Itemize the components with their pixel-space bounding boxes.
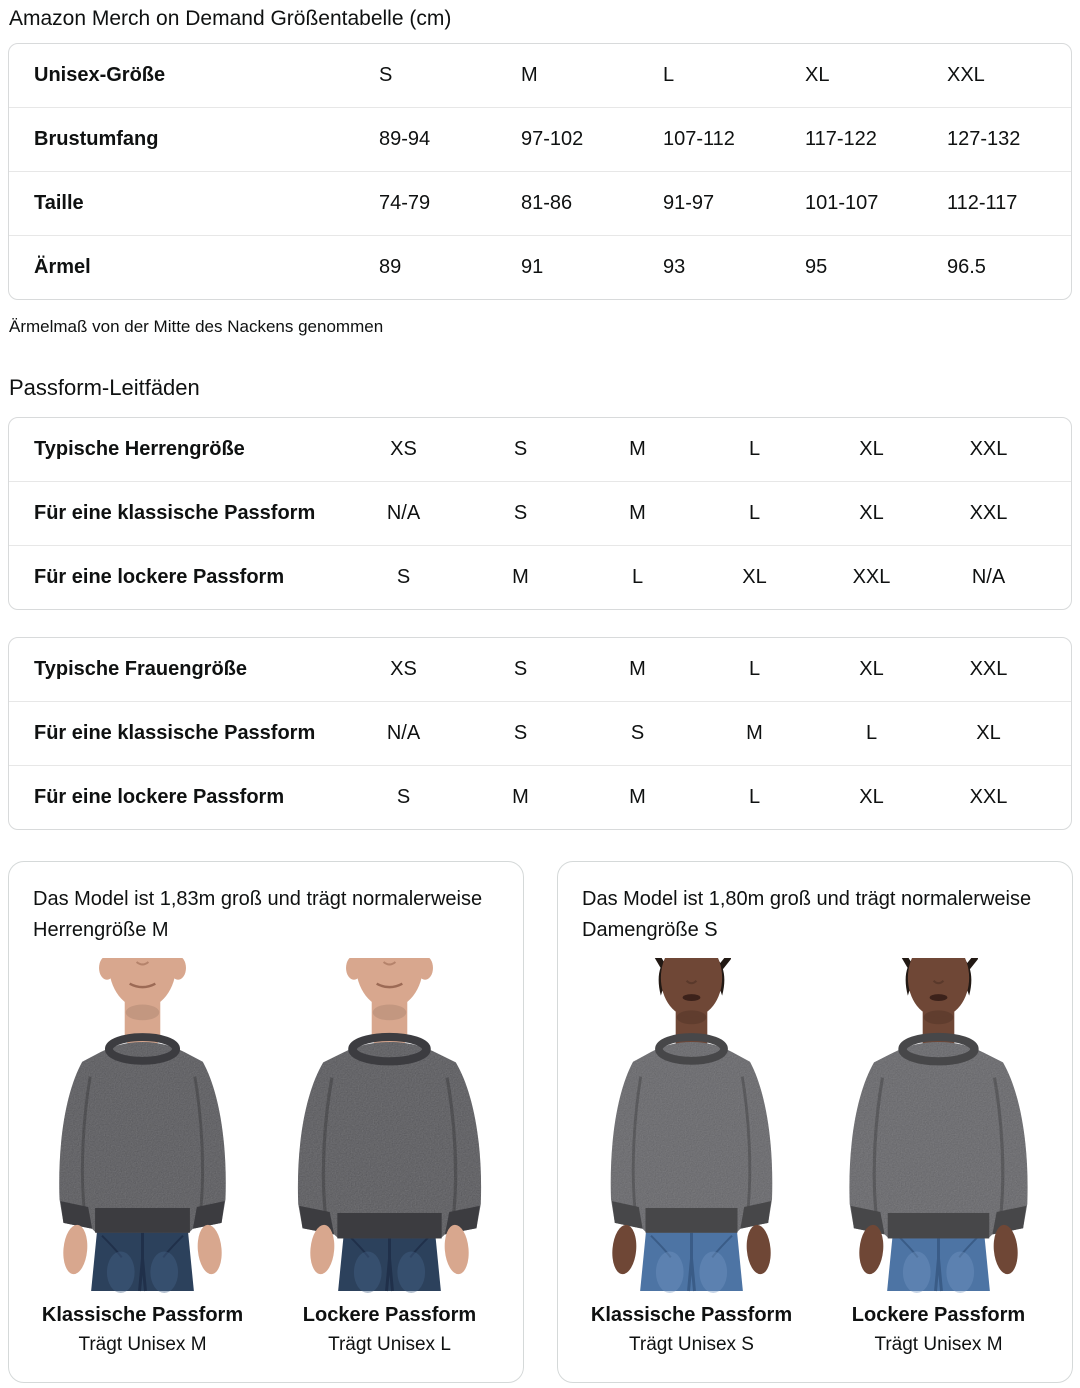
table-cell: 74-79	[379, 192, 431, 214]
column-header: M	[629, 438, 646, 460]
photo-caption	[42, 1293, 243, 1356]
column-header: XS	[390, 438, 417, 460]
table-cell: XL	[859, 502, 884, 524]
table-cell: M	[629, 502, 646, 524]
table-cell: M	[746, 722, 763, 744]
model-description: Das Model ist 1,83m groß und trägt normalerweise Herrengröße M	[33, 888, 483, 941]
loose-fit-figure	[266, 958, 513, 1356]
table-cell: XXL	[969, 502, 1008, 524]
column-header: XL	[859, 438, 884, 460]
female-model-card	[557, 861, 1073, 1383]
table-cell: S	[630, 722, 645, 744]
column-header: XL	[805, 64, 830, 86]
mens-fit-table	[8, 417, 1072, 610]
column-header: XXL	[969, 438, 1008, 460]
table-cell: M	[512, 786, 529, 808]
table-row	[9, 482, 1071, 546]
table-cell: L	[748, 502, 761, 524]
male-loose-fit-photo	[266, 958, 513, 1293]
model-cards	[8, 861, 1072, 1383]
table-cell: 117-122	[805, 128, 877, 150]
column-header: XL	[859, 658, 884, 680]
size-worn-label: Trägt Unisex S	[629, 1334, 754, 1355]
unisex-size-table	[8, 43, 1072, 300]
photo-row	[19, 958, 513, 1356]
column-header: L	[748, 658, 761, 680]
table-row	[9, 702, 1071, 766]
table-cell: M	[512, 566, 529, 588]
table-cell: M	[629, 786, 646, 808]
column-header: M	[629, 658, 646, 680]
table-cell: N/A	[386, 502, 421, 524]
row-label: Für eine klassische Passform	[34, 722, 316, 744]
table-cell: 101-107	[805, 192, 879, 214]
column-header: L	[663, 64, 675, 86]
classic-fit-figure	[568, 958, 815, 1356]
classic-fit-figure	[19, 958, 266, 1356]
photo-caption	[852, 1293, 1025, 1356]
table-cell: XL	[742, 566, 767, 588]
fit-label: Lockere Passform	[851, 1304, 1026, 1326]
table-cell: 91-97	[663, 192, 715, 214]
column-header: XXL	[969, 658, 1008, 680]
row-label: Für eine lockere Passform	[34, 566, 285, 588]
model-description: Das Model ist 1,80m groß und trägt normalerweise Damengröße S	[582, 888, 1032, 941]
page-title: Amazon Merch on Demand Größentabelle (cm)	[9, 7, 452, 30]
column-header: S	[379, 64, 393, 86]
table-row	[9, 172, 1071, 236]
table-cell: 107-112	[663, 128, 735, 150]
photo-row	[568, 958, 1062, 1356]
table-row	[9, 108, 1071, 172]
column-header: S	[513, 658, 528, 680]
row-label: Brustumfang	[34, 128, 159, 150]
table-cell: 93	[663, 256, 686, 278]
table-cell: 91	[521, 256, 544, 278]
column-header: M	[521, 64, 538, 86]
column-header: XS	[390, 658, 417, 680]
table-cell: S	[513, 502, 528, 524]
table-cell: XXL	[969, 786, 1008, 808]
table-row	[9, 236, 1071, 299]
table-header-label: Typische Herrengröße	[34, 438, 245, 460]
table-cell: S	[396, 566, 411, 588]
table-cell: 112-117	[947, 192, 1018, 214]
female-classic-fit-photo	[568, 958, 815, 1293]
table-cell: S	[513, 722, 528, 744]
table-header-row	[9, 44, 1071, 108]
table-cell: L	[631, 566, 644, 588]
table-row	[9, 546, 1071, 609]
table-cell: XL	[859, 786, 884, 808]
sleeve-measurement-note: Ärmelmaß von der Mitte des Nackens genommen	[9, 317, 384, 336]
table-cell: 127-132	[947, 128, 1021, 150]
table-cell: L	[748, 786, 761, 808]
table-cell: L	[865, 722, 878, 744]
row-label: Ärmel	[34, 256, 91, 278]
female-loose-fit-photo	[815, 958, 1062, 1293]
fit-guides-heading: Passform-Leitfäden	[9, 375, 200, 400]
row-label: Für eine klassische Passform	[34, 502, 316, 524]
size-worn-label: Trägt Unisex M	[874, 1334, 1003, 1355]
fit-label: Klassische Passform	[41, 1304, 244, 1326]
table-header-row	[9, 418, 1071, 482]
table-cell: N/A	[971, 566, 1006, 588]
table-cell: XXL	[852, 566, 891, 588]
table-cell: 89	[379, 256, 402, 278]
photo-caption	[303, 1293, 476, 1356]
column-header: XXL	[947, 64, 985, 86]
male-model-card	[8, 861, 524, 1383]
table-cell: S	[396, 786, 411, 808]
fit-label: Klassische Passform	[590, 1304, 793, 1326]
table-header-label: Typische Frauengröße	[34, 658, 248, 680]
table-row	[9, 766, 1071, 829]
male-classic-fit-photo	[19, 958, 266, 1293]
size-worn-label: Trägt Unisex M	[78, 1334, 207, 1355]
loose-fit-figure	[815, 958, 1062, 1356]
size-worn-label: Trägt Unisex L	[328, 1334, 451, 1355]
photo-caption	[591, 1293, 792, 1356]
table-cell: XL	[976, 722, 1001, 744]
column-header: L	[748, 438, 761, 460]
table-cell: 95	[805, 256, 828, 278]
table-cell: N/A	[386, 722, 421, 744]
table-cell: 89-94	[379, 128, 431, 150]
table-cell: 96.5	[947, 256, 986, 278]
table-cell: 81-86	[521, 192, 573, 214]
row-label: Taille	[34, 192, 84, 214]
table-cell: 97-102	[521, 128, 584, 150]
womens-fit-table	[8, 637, 1072, 830]
row-label: Für eine lockere Passform	[34, 786, 285, 808]
table-header-label: Unisex-Größe	[34, 64, 166, 86]
column-header: S	[513, 438, 528, 460]
fit-label: Lockere Passform	[302, 1304, 477, 1326]
table-header-row	[9, 638, 1071, 702]
